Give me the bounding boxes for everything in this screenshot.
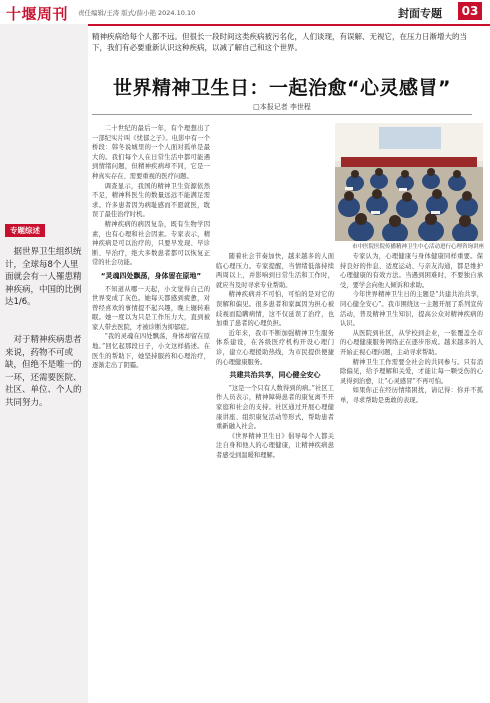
lead-paragraph: 精神疾病给每个人都不远。但很长一段时间这类疾病被污名化，人们谈现，有误解、无视它，在压力日渐增大的当下，我们有必要重新认识这种疾病，以减了解自己和这个世界。 (92, 32, 467, 52)
paragraph: 今年世界精神卫生日的主题是“共建共治共享，同心健全安心”。我市围绕这一主题开展了系列宣传活动，普及精神卫生知识，提高公众对精神疾病的认识。 (340, 291, 483, 328)
headline: 世界精神卫生日：一起治愈“心灵感冒” (113, 77, 451, 99)
sidebar (0, 24, 88, 703)
paragraph: “这是一个只有人数得到的病。”社区工作人员表示，精神障碍患者的康复离不开家庭和社会的支持。社区通过开展心理健康讲座、组织康复活动等形式，帮助患者重新融入社会。 (216, 384, 334, 431)
photo-caption: 市中医院医院传播精神卫生中心活动进行心理咨询讲座 (351, 244, 484, 250)
section-label: 封面专题 (398, 7, 442, 20)
byline: □本报记者 李世程 (253, 103, 311, 111)
lecture-photo (335, 123, 483, 241)
sidebar-paragraph-2: 对于精神疾病患者来说，药物不可或缺，但绝不是唯一的一环，还需要医院、社区、单位、个人的共同努力。 (5, 335, 82, 408)
masthead-title: 十堰周刊 (6, 5, 69, 23)
paragraph: “我的灵魂在四处飘荡，身体却留在原地。”回忆起那段日子，小文这样描述。在医生的帮助下，她坚持服药和心理治疗，逐渐走出了阴霾。 (92, 333, 210, 370)
page-number: 03 (458, 2, 482, 20)
subheading: 共建共治共享，同心健全安心 (229, 371, 321, 380)
paragraph: 不知道从哪一天起，小文觉得自己的世界变成了灰色。她每天都感到疲惫，对曾经喜欢的事情提不起兴趣，晚上辗转难眠。她一度以为只是工作压力大，直到被家人带去医院，才被诊断为抑郁症。 (92, 285, 210, 331)
paragraph: 近年来，我市不断加强精神卫生服务体系建设，在各级医疗机构开设心理门诊，建立心理援助热线，为市民提供便捷的心理健康服务。 (216, 329, 334, 366)
sidebar-tag: 专题综述 (5, 224, 45, 237)
article-column-3 (340, 252, 483, 698)
paragraph: 精神卫生工作需要全社会的共同参与。只有消除偏见，给予理解和关爱，才能让每一颗受伤的心灵得到治愈，让“心灵感冒”不再可怕。 (340, 358, 483, 385)
paragraph: 精神疾病的病因复杂，既有生物学因素，也有心理和社会因素。专家表示，精神疾病是可以治疗的，只要早发现、早诊断、早治疗，绝大多数患者都可以恢复正常的社会功能。 (92, 220, 210, 267)
article-column-1 (92, 124, 210, 698)
paragraph: 如果你正在经历情绪困扰，请记得：你并不孤单，寻求帮助是勇敢的表现。 (340, 387, 483, 404)
paragraph: 《世界精神卫生日》倡导每个人都关注自身和他人的心理健康，让精神疾病患者感受到温暖和理解。 (216, 432, 334, 459)
page-header (0, 0, 490, 26)
paragraph: 专家认为，心理健康与身体健康同样重要。保持良好的作息、适度运动、与亲友沟通，都是维护心理健康的有效方法。当遇到困难时，不要独自承受，要学会向他人倾诉和求助。 (340, 253, 483, 289)
sidebar-paragraph-1: 据世界卫生组织统计，全球每8个人里面就会有一人罹患精神疾病，中国的比例达1/6。 (5, 247, 82, 307)
paragraph: 从医院到社区，从学校到企业，一张覆盖全市的心理健康服务网络正在逐步形成。越来越多的人开始正视心理问题，主动寻求帮助。 (340, 329, 483, 356)
divider (92, 114, 472, 115)
paragraph: 二十世纪的最后一年，有个理想出了一部纪实片叫《忧郁之子》。电影中有一个桥段：韩冬说城里的一个人面对孤单是最大的。我们每个人在日常生活中都可能遇到情绪问题，但精神疾病却不同，它是一种真实存在、需要重视的医疗问题。 (92, 125, 210, 180)
article-column-2 (216, 252, 334, 698)
subheading: “灵魂四处飘荡，身体留在原地” (100, 271, 202, 280)
paragraph: 随着社会节奏加快，越来越多的人面临心理压力。专家提醒，当情绪低落持续两周以上，并影响到日常生活和工作时，就应当及时寻求专业帮助。 (216, 253, 334, 289)
paragraph: 调查显示，我国的精神卫生资源依然不足，精神科医生的数量远远不能满足需求。许多患者因为病耻感而不愿就医，耽误了最佳治疗时机。 (92, 182, 210, 219)
paragraph: 精神疾病并不可怕，可怕的是对它的误解和偏见。很多患者和家属因为担心被歧视而隐瞒病情，这不仅延误了治疗，也加重了患者的心理负担。 (216, 291, 334, 328)
editor-credits: 责任编辑/王涛 版式/薛小艳 2024.10.10 (78, 9, 196, 17)
photo-illustration (335, 123, 483, 241)
